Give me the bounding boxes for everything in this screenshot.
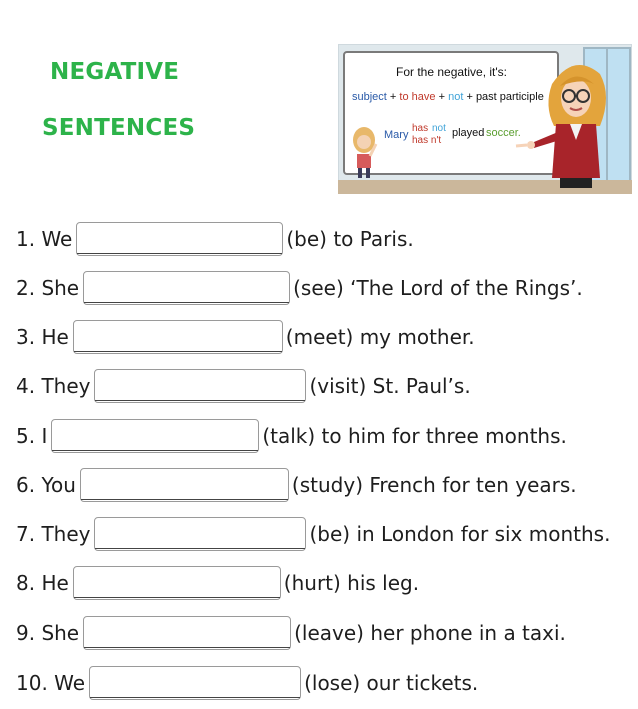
page-title-line-1: NEGATIVE [50,59,180,85]
exercise-number: 6. You [16,473,76,497]
exercise-prompt: (study) French for ten years. [291,473,577,497]
exercise-number: 3. He [16,325,69,349]
exercise-row-4 [16,369,471,403]
formula-past-participle: past participle [475,91,544,103]
exercise-prompt: (meet) my mother. [285,325,475,349]
answer-input[interactable] [83,616,291,650]
exercise-row-7 [16,517,610,551]
exercise-row-8 [16,566,419,600]
answer-input[interactable] [89,666,301,700]
answer-input[interactable] [80,468,289,502]
example-subject: Mary [384,129,409,141]
formula-plus-3: + [466,91,473,103]
formula-plus-2: + [438,91,446,103]
exercise-prompt: (visit) St. Paul’s. [309,374,471,398]
formula-not: not [448,91,464,103]
exercise-number: 5. I [16,424,48,448]
exercise-row-6 [16,468,577,502]
exercise-prompt: (be) to Paris. [286,227,414,251]
answer-input[interactable] [76,222,283,256]
answer-input[interactable] [73,320,283,354]
exercise-prompt: (leave) her phone in a taxi. [294,621,566,645]
exercise-prompt: (hurt) his leg. [283,571,420,595]
exercise-row-2 [16,271,583,305]
exercise-number: 10. We [16,671,86,695]
answer-input[interactable] [94,517,306,551]
exercise-row-3 [16,320,475,354]
board-formula [352,92,544,103]
example-has: has [412,123,429,134]
exercise-number: 1. We [16,227,73,251]
exercise-row-9 [16,616,566,650]
answer-input[interactable] [51,419,259,453]
exercise-row-1 [16,222,414,256]
answer-input[interactable] [73,566,281,600]
exercise-number: 8. He [16,571,69,595]
formula-plus-1: + [389,91,397,103]
exercise-prompt: (be) in London for six months. [309,522,611,546]
answer-input[interactable] [94,369,306,403]
formula-subject: subject [352,91,387,103]
exercise-number: 7. They [16,522,91,546]
exercise-row-10 [16,666,478,700]
exercise-row-5 [16,419,567,453]
exercise-number: 9. She [16,621,80,645]
exercise-prompt: (lose) our tickets. [304,671,479,695]
example-not: not [432,123,446,134]
exercise-number: 4. They [16,374,91,398]
formula-to-have: to have [399,91,436,103]
exercise-number: 2. She [16,276,80,300]
lesson-illustration [338,44,632,194]
exercise-prompt: (talk) to him for three months. [262,424,567,448]
exercise-prompt: (see) ‘The Lord of the Rings’. [293,276,583,300]
page-title-line-2: SENTENCES [42,115,196,141]
example-object: soccer. [486,127,521,139]
example-verb: played [452,127,485,139]
example-hasnt: has n't [412,135,442,146]
answer-input[interactable] [83,271,290,305]
board-heading: For the negative, it's: [396,65,508,79]
